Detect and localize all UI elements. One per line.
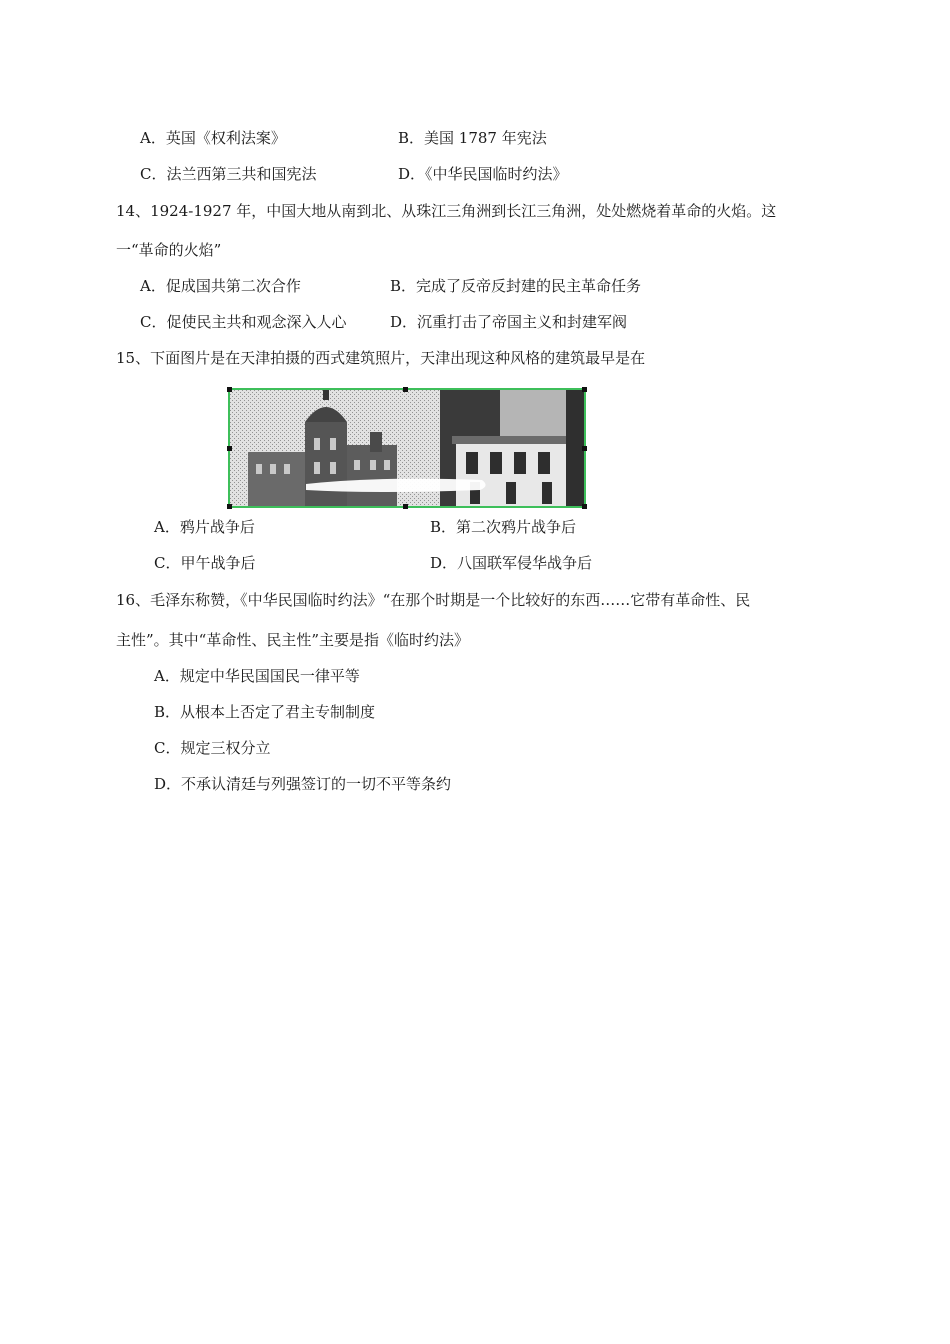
resize-handle-left[interactable] (227, 446, 232, 451)
resize-handle-bottom-right[interactable] (582, 504, 587, 509)
building-photo-icon (230, 390, 584, 506)
q16-option-b: B．从根本上否定了君主专制制度 (154, 703, 376, 721)
resize-handle-bottom-left[interactable] (227, 504, 232, 509)
q15-option-c: C．甲午战争后 (154, 554, 256, 572)
building-photo[interactable] (228, 388, 586, 508)
q13-option-b: B．美国 1787 年宪法 (398, 129, 547, 147)
q13-option-d: D．《中华民国临时约法》 (398, 165, 568, 183)
resize-handle-bottom[interactable] (403, 504, 408, 509)
q15-option-a: A．鸦片战争后 (154, 518, 255, 536)
resize-handle-top-left[interactable] (227, 387, 232, 392)
q16-option-d: D．不承认清廷与列强签订的一切不平等条约 (154, 775, 452, 793)
q14-option-c: C．促使民主共和观念深入人心 (140, 313, 347, 331)
q14-option-b: B．完成了反帝反封建的民主革命任务 (390, 277, 642, 295)
q13-option-a: A．英国《权利法案》 (140, 129, 286, 147)
q13-option-c: C．法兰西第三共和国宪法 (140, 165, 317, 183)
q16-stem-line2: 主性”。其中“革命性、民主性”主要是指《临时约法》 (116, 631, 470, 649)
resize-handle-right[interactable] (582, 446, 587, 451)
q14-stem-line1: 14、1924-1927 年，中国大地从南到北、从珠江三角洲到长江三角洲，处处燃烧着革命的火焰。这 (116, 202, 777, 220)
q16-stem-line1: 16、毛泽东称赞，《中华民国临时约法》“在那个时期是一个比较好的东西……它带有革命性、民 (116, 591, 751, 609)
q15-stem: 15、下面图片是在天津拍摄的西式建筑照片，天津出现这种风格的建筑最早是在 (116, 349, 646, 367)
resize-handle-top-right[interactable] (582, 387, 587, 392)
q15-option-d: D．八国联军侵华战争后 (430, 554, 593, 572)
q14-option-d: D．沉重打击了帝国主义和封建军阀 (390, 313, 628, 331)
resize-handle-top[interactable] (403, 387, 408, 392)
q14-stem-line2: 一“革命的火焰” (116, 241, 222, 259)
q16-option-a: A．规定中华民国国民一律平等 (154, 667, 360, 685)
q15-option-b: B．第二次鸦片战争后 (430, 518, 577, 536)
q16-option-c: C．规定三权分立 (154, 739, 271, 757)
q14-option-a: A．促成国共第二次合作 (140, 277, 301, 295)
